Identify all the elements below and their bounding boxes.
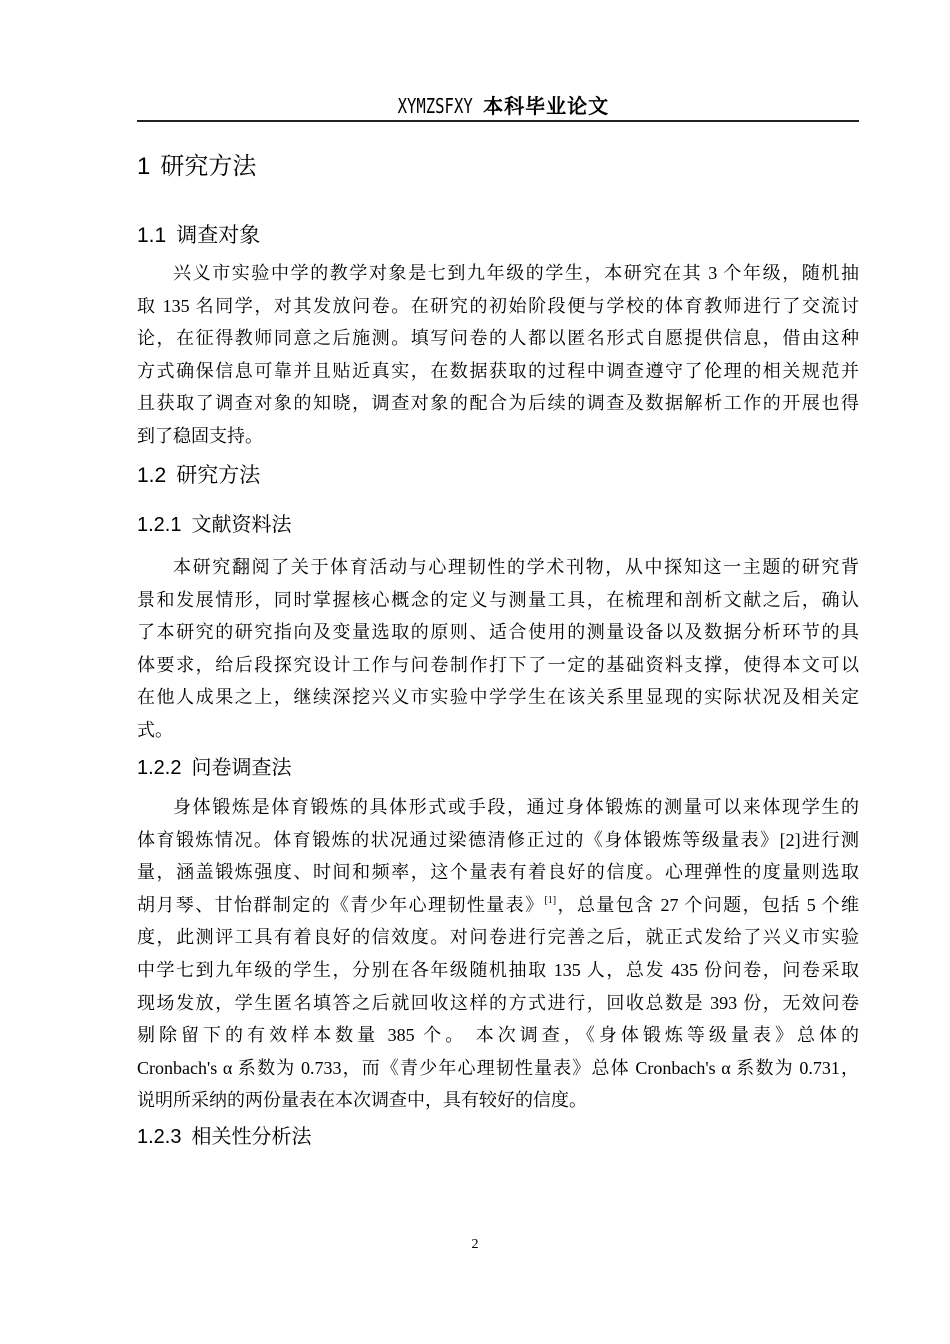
text-line: Cronbach's α 系数为 0.733，而《青少年心理韧性量表》总体 Cronbach's α 系数为 0.731， [137, 1057, 859, 1078]
page-number: 2 [471, 1237, 479, 1252]
text-line: 在他人成果之上，继续深挖兴义市实验中学学生在该关系里显现的实际状况及相关定 [137, 687, 859, 708]
text-segment: 胡月琴、甘怡群制定的《青少年心理韧性量表》 [137, 894, 545, 915]
subsection-heading-1-2-1 [137, 512, 291, 538]
heading-number: 1.2.3 [137, 1126, 182, 1148]
subsection-heading-1-2-2 [137, 755, 291, 781]
heading-number: 1.2 [137, 464, 167, 487]
heading-title: 调查对象 [176, 224, 261, 247]
text-line: 剔除留下的有效样本数量 385 个。 本次调查，《身体锻炼等级量表》总体的 [137, 1025, 859, 1046]
text-line: 了本研究的研究指向及变量选取的原则、适合使用的测量设备以及数据分析环节的具 [137, 622, 859, 643]
text-line: 且获取了调查对象的知晓，调查对象的配合为后续的调查及数据解析工作的开展也得 [137, 393, 859, 414]
text-line: 中学七到九年级的学生，分别在各年级随机抽取 135 人，总发 435 份问卷，问卷采取 [137, 959, 859, 980]
text-line: 体育锻炼情况。体育锻炼的状况通过梁德清修正过的《身体锻炼等级量表》[2]进行测 [137, 829, 859, 850]
text-line: 量，涵盖锻炼强度、时间和频率，这个量表有着良好的信度。心理弹性的度量则选取 [137, 862, 859, 883]
text-line: 景和发展情形，同时掌握核心概念的定义与测量工具，在梳理和剖析文献之后，确认 [137, 589, 859, 610]
text-line: 身体锻炼是体育锻炼的具体形式或手段，通过身体锻炼的测量可以来体现学生的 [173, 797, 859, 817]
text-line [137, 889, 859, 922]
paragraph-research-subjects [137, 257, 859, 453]
text-segment: ，总量包含 27 个问题，包括 5 个维 [556, 894, 859, 915]
heading-number: 1 [137, 153, 151, 180]
citation-superscript: [1] [544, 894, 557, 906]
heading-title: 相关性分析法 [191, 1126, 312, 1148]
subsection-heading-1-2-3 [137, 1124, 311, 1150]
header-rule [137, 120, 859, 122]
text-line: 现场发放，学生匿名填答之后就回收这样的方式进行，回收总数是 393 份，无效问卷 [137, 992, 859, 1013]
heading-number: 1.2.1 [137, 514, 182, 536]
text-line: 论，在征得教师同意之后施测。填写问卷的人都以匿名形式自愿提供信息，借由这种 [137, 328, 859, 349]
text-line: 取 135 名同学，对其发放问卷。在研究的初始阶段便与学校的体育教师进行了交流讨 [137, 295, 859, 316]
header-code: XYMZSFXY [397, 94, 473, 118]
heading-title: 研究方法 [160, 153, 257, 180]
text-line: 到了稳固支持。 [137, 425, 263, 446]
text-line: 兴义市实验中学的教学对象是七到九年级的学生，本研究在其 3 个年级，随机抽 [173, 263, 859, 283]
running-header [137, 94, 859, 118]
chapter-heading [137, 152, 256, 182]
heading-title: 问卷调查法 [191, 757, 292, 779]
text-line: 本研究翻阅了关于体育活动与心理韧性的学术刊物，从中探知这一主题的研究背 [173, 557, 859, 577]
paragraph-questionnaire-method [137, 791, 859, 1117]
heading-number: 1.2.2 [137, 757, 182, 779]
heading-title: 研究方法 [176, 464, 261, 487]
text-line: 式。 [137, 719, 173, 740]
heading-number: 1.1 [137, 224, 167, 247]
section-heading-1-2 [137, 462, 260, 490]
section-heading-1-1 [137, 222, 260, 250]
paragraph-literature-method [137, 551, 859, 747]
text-line: 说明所采纳的两份量表在本次调查中，具有较好的信度。 [137, 1090, 587, 1111]
text-line: 方式确保信息可靠并且贴近真实，在数据获取的过程中调查遵守了伦理的相关规范并 [137, 360, 859, 381]
header-title: 本科毕业论文 [483, 94, 610, 118]
heading-title: 文献资料法 [191, 514, 292, 536]
text-line: 度，此测评工具有着良好的信效度。对问卷进行完善之后，就正式发给了兴义市实验 [137, 927, 859, 948]
text-line: 体要求，给后段探究设计工作与问卷制作打下了一定的基础资料支撑，使得本文可以 [137, 654, 859, 675]
